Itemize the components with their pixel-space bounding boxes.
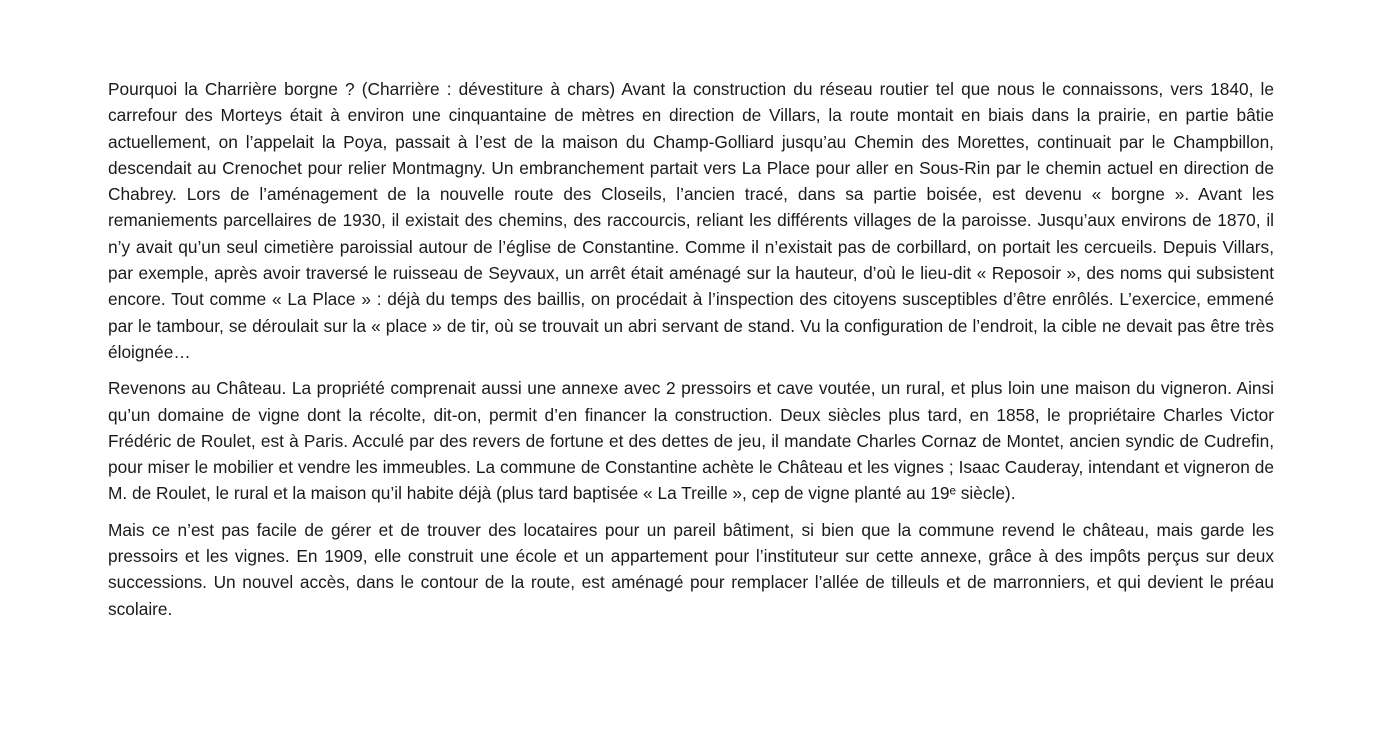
paragraph-charriere-borgne: Pourquoi la Charrière borgne ? (Charrière : dévestiture à chars) Avant la construction du réseau routier tel que nous le connaissons, vers 1840, le carrefour des Morteys était à environ une cinquantaine de mètres en direction de Villars, la route montait en biais dans la prairie, en partie bâtie actuellement, on l’appelait la Poya, passait à l’est de la maison du Champ-Golliard jusqu’au Chemin des Morettes, continuait par le Champbillon, descendait au Crenochet pour relier Montmagny. Un embranchement partait vers La Place pour aller en Sous-Rin par le chemin actuel en direction de Chabrey. Lors de l’aménagement de la nouvelle route des Closeils, l’ancien tracé, dans sa partie boisée, est devenu « borgne ». Avant les remaniements parcellaires de 1930, il existait des chemins, des raccourcis, reliant les différents villages de la paroisse. Jusqu’aux environs de 1870, il n’y avait qu’un seul cimetière paroissial autour de l’église de Constantine. Comme il n’existait pas de corbillard, on portait les cercueils. Depuis Villars, par exemple, après avoir traversé le ruisseau de Seyvaux, un arrêt était aménagé sur la hauteur, d’où le lieu-dit « Reposoir », des noms qui subsistent encore. Tout comme « La Place » : déjà du temps des baillis, on procédait à l’inspection des citoyens susceptibles d’être enrôlés. L’exercice, emmené par le tambour, se déroulait sur la « place » de tir, où se trouvait un abri servant de stand. Vu la configuration de l’endroit, la cible ne devait pas être très éloignée… <box>108 79 1274 362</box>
paragraph-chateau: Revenons au Château. La propriété comprenait aussi une annexe avec 2 pressoirs et cave voutée, un rural, et plus loin une maison du vigneron. Ainsi qu’un domaine de vigne dont la récolte, dit-on, permit d’en financer la construction. Deux siècles plus tard, en 1858, le propriétaire Charles Victor Frédéric de Roulet, est à Paris. Acculé par des revers de fortune et des dettes de jeu, il mandate Charles Cornaz de Montet, ancien syndic de Cudrefin, pour miser le mobilier et vendre les immeubles. La commune de Constantine achète le Château et les vignes ; Isaac Cauderay, intendant et vigneron de M. de Roulet, le rural et la maison qu’il habite déjà (plus tard baptisée « La Treille », cep de vigne planté au 19ᵉ siècle). <box>108 378 1274 504</box>
paragraph-ecole: Mais ce n’est pas facile de gérer et de trouver des locataires pour un pareil bâtiment, si bien que la commune revend le château, mais garde les pressoirs et les vignes. En 1909, elle construit une école et un appartement pour l’instituteur sur cette annexe, grâce à des impôts perçus sur deux successions. Un nouvel accès, dans le contour de la route, est aménagé pour remplacer l’allée de tilleuls et de marronniers, et qui devient le préau scolaire. <box>108 519 1274 619</box>
document-page <box>108 76 1274 632</box>
